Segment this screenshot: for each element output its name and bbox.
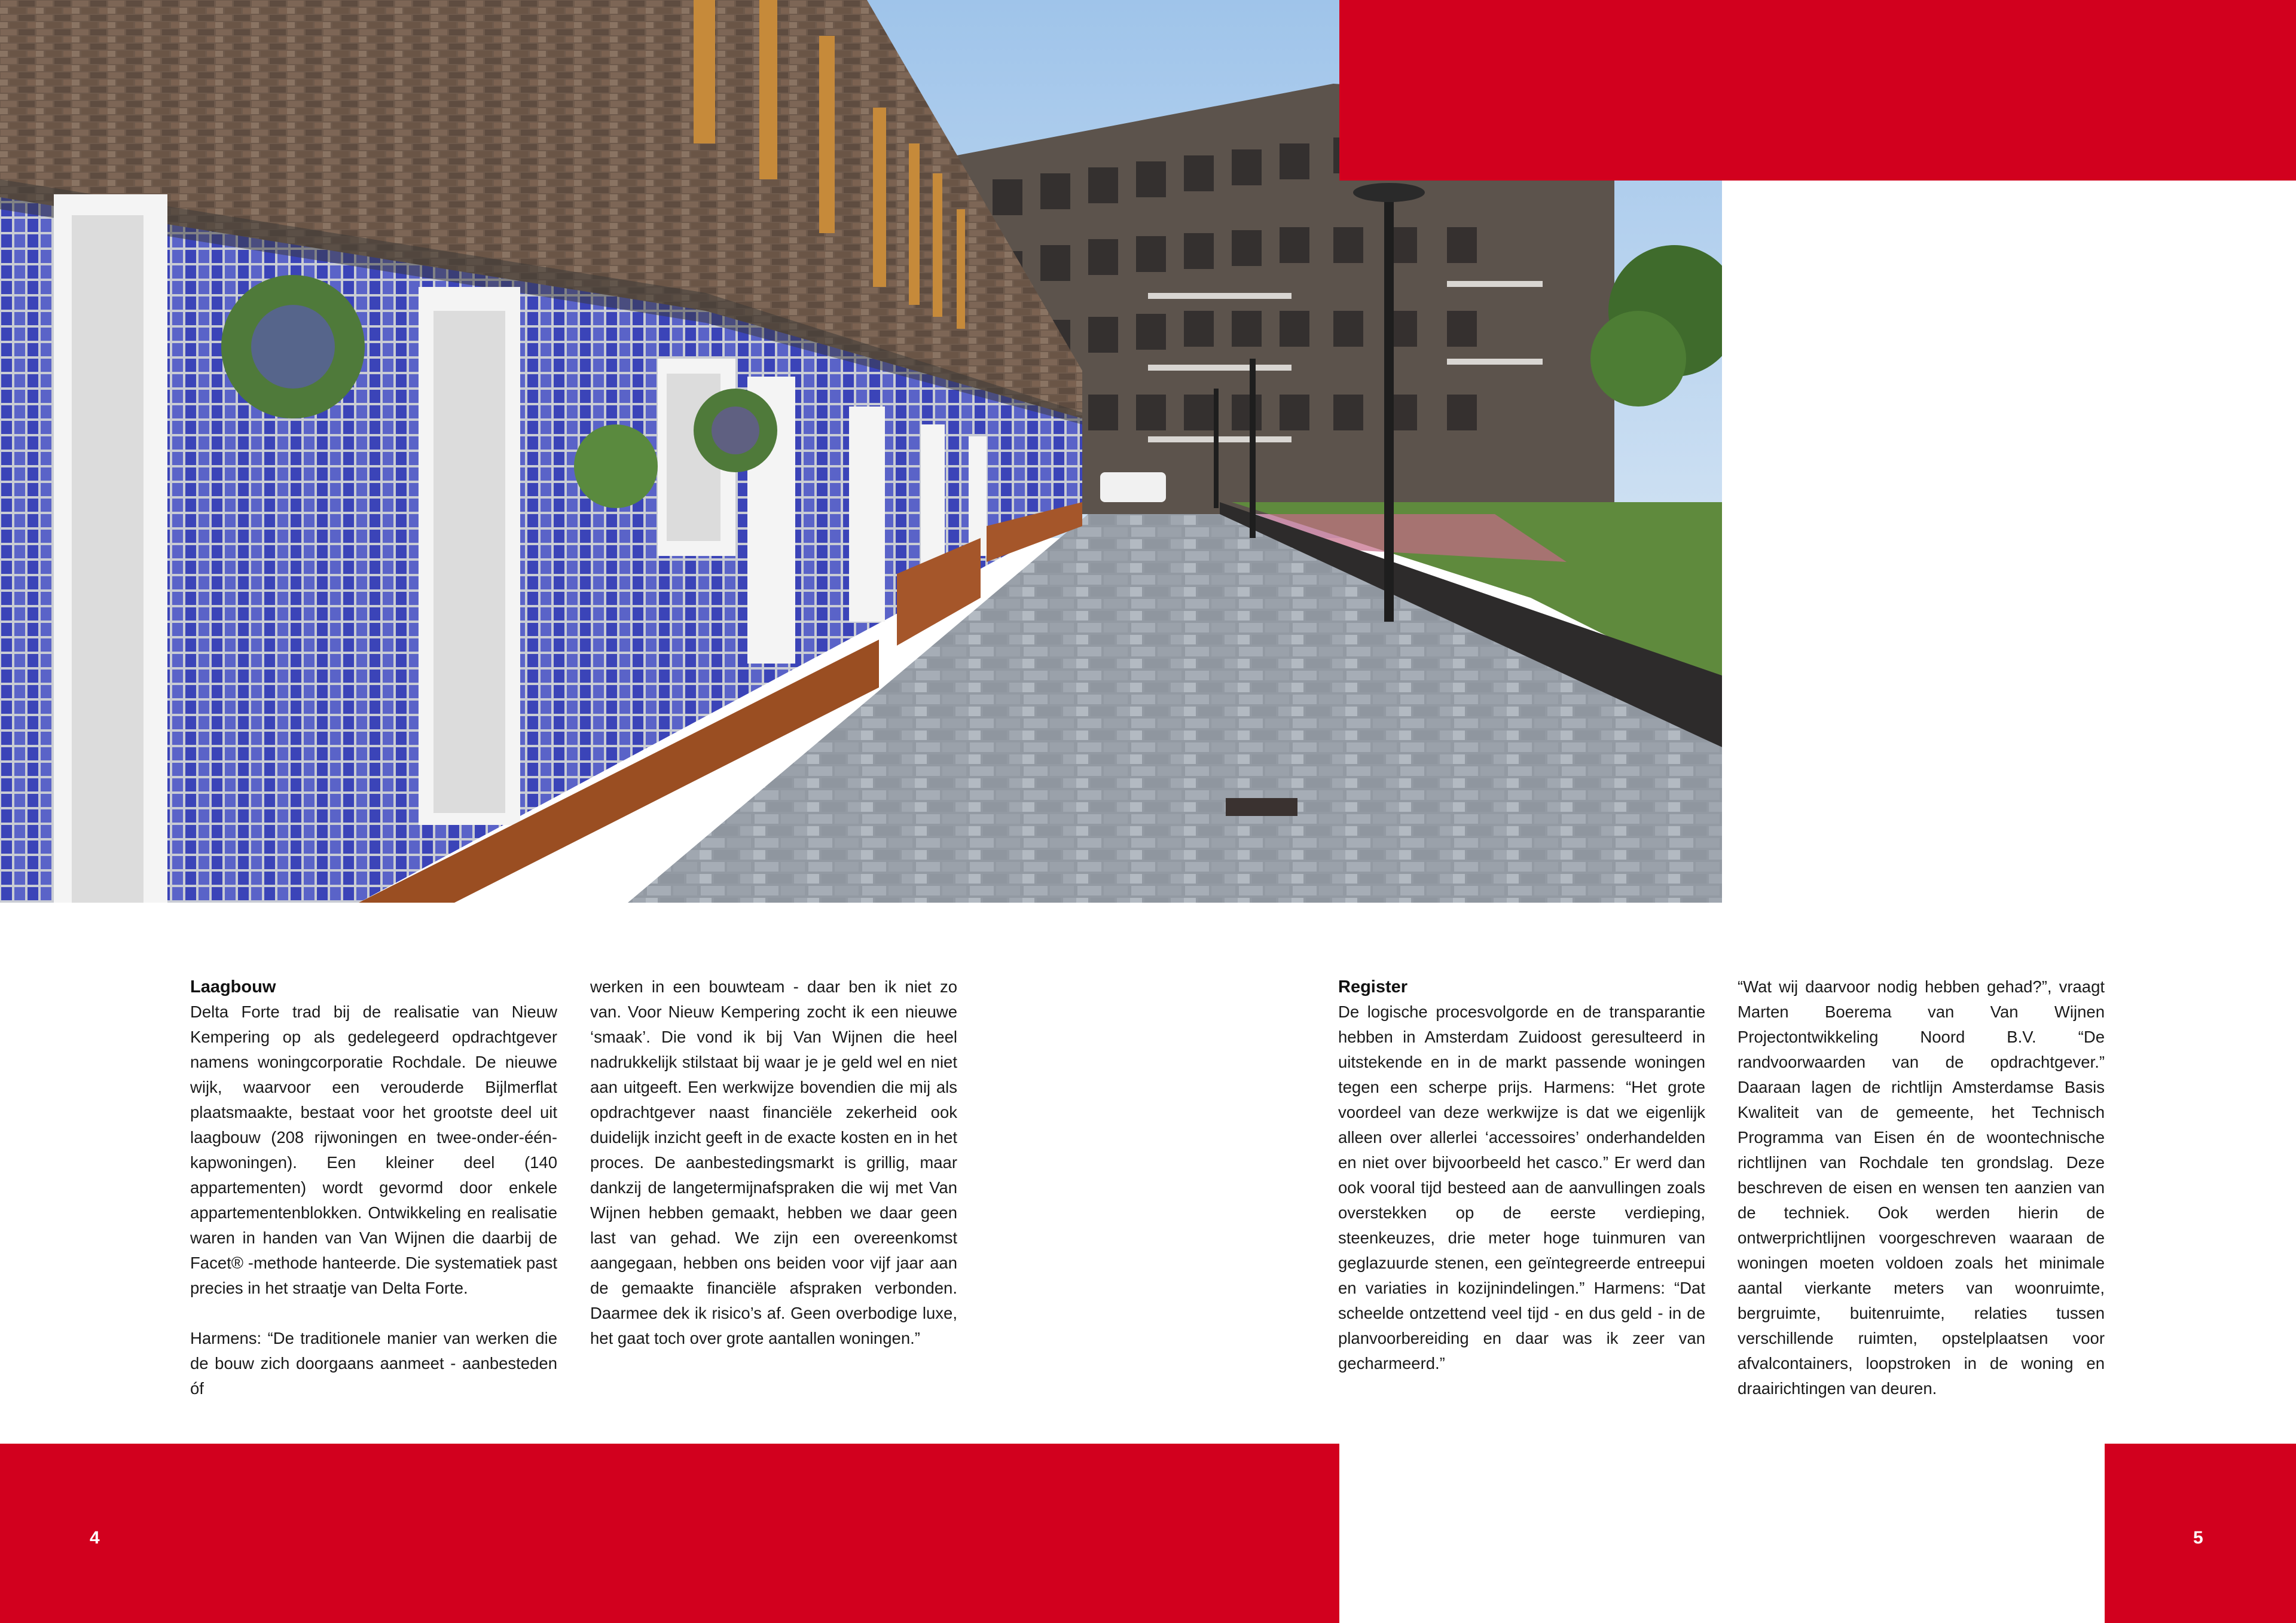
paragraph: “Wat wij daarvoor nodig hebben gehad?”, vraagt Marten Boerema van Van Wijnen Projectontwikkeling Noord B.V. “De randvoorwaarden van de opdrachtgever.” Daaraan lagen de richtlijn Amsterdamse Basis Kwaliteit van de gemeente, het Technisch Programma van Eisen én de woontechnische richtlijnen van Rochdale ten grondslag. Deze beschreven de eisen en wensen ten aanzien van de techniek. Ook werden hierin de ontwerprichtlijnen voorgeschreven waaraan de woningen moeten voldoen zoals het minimale aantal vierkante meters van woonruimte, bergruimte, buitenruimte, relaties tussen verschillende ruimten, opstelplaatsen voor afvalcontainers, loopstroken in de woning en draairichtingen van deuren. [1738,977,2105,1398]
page-number-right: 5 [2193,1528,2203,1548]
red-accent-block-top [1339,0,2296,181]
text-column-3 [1338,974,1705,1376]
paragraph: De logische procesvolgorde en de transparantie hebben in Amsterdam Zuidoost geresulteerd in uitstekende en in de markt passende woningen tegen een scherpe prijs. Harmens: “Het grote voordeel van deze werkwijze is dat we eigenlijk alleen over allerlei ‘accessoires’ onderhandelden en niet over bijvoorbeeld het casco.” Er werd dan ook vooral tijd besteed aan de aanvullingen zoals overstekken op de eerste verdieping, steenkeuzes, drie meter hoge tuinmuren van geglazuurde stenen, een geïntegreerde entreepui en variaties in kozijnindelingen.” Harmens: “Dat scheelde ontzettend veel tijd - en dus geld - in de planvoorbereiding en daar was ik zeer van gecharmeerd.” [1338,1002,1705,1373]
red-accent-block-bottom-left [0,1444,1339,1623]
text-column-4 [1738,974,2105,1401]
paragraph: werken in een bouwteam - daar ben ik niet zo van. Voor Nieuw Kempering zocht ik een nieuwe ‘smaak’. Die vond ik bij Van Wijnen die heel nadrukkelijk stilstaat bij waar je je geld wel en niet aan uitgeeft. Een werkwijze bovendien die mij als opdrachtgever naast financiële zekerheid ook duidelijk inzicht geeft in de exacte kosten en in het proces. De aanbestedingsmarkt is grillig, maar dankzij de langetermijnafspraken die wij met Van Wijnen hebben gemaakt, hebben we daar geen last van gehad. We zijn een overeenkomst aangegaan, hebben ons beiden voor vijf jaar aan de gemaakte financiële afspraken verbonden. Daarmee dek ik risico’s af. Geen overbodige luxe, het gaat toch over grote aantallen woningen.” [590,977,957,1347]
paragraph: Delta Forte trad bij de realisatie van Nieuw Kempering op als gedelegeerd opdrachtgever namens woningcorporatie Rochdale. De nieuwe wijk, waarvoor een verouderde Bijlmerflat plaatsmaakte, bestaat voor het grootste deel uit laagbouw (208 rijwoningen en twee-onder-één-kapwoningen). Een kleiner deel (140 appartementen) wordt gevormd door enkele appartementenblokken. Ontwikkeling en realisatie waren in handen van Van Wijnen die daarbij de Facet® -methode hanteerde. Die systematiek past precies in het straatje van Delta Forte. [190,1002,557,1297]
section-heading-register: Register [1338,977,1408,997]
section-heading-laagbouw: Laagbouw [190,977,276,997]
text-column-1 [190,974,557,1401]
page-number-left: 4 [90,1528,100,1548]
paragraph: Harmens: “De traditionele manier van werken die de bouw zich doorgaans aanmeet - aanbesteden óf [190,1329,557,1398]
text-column-2 [590,974,957,1351]
